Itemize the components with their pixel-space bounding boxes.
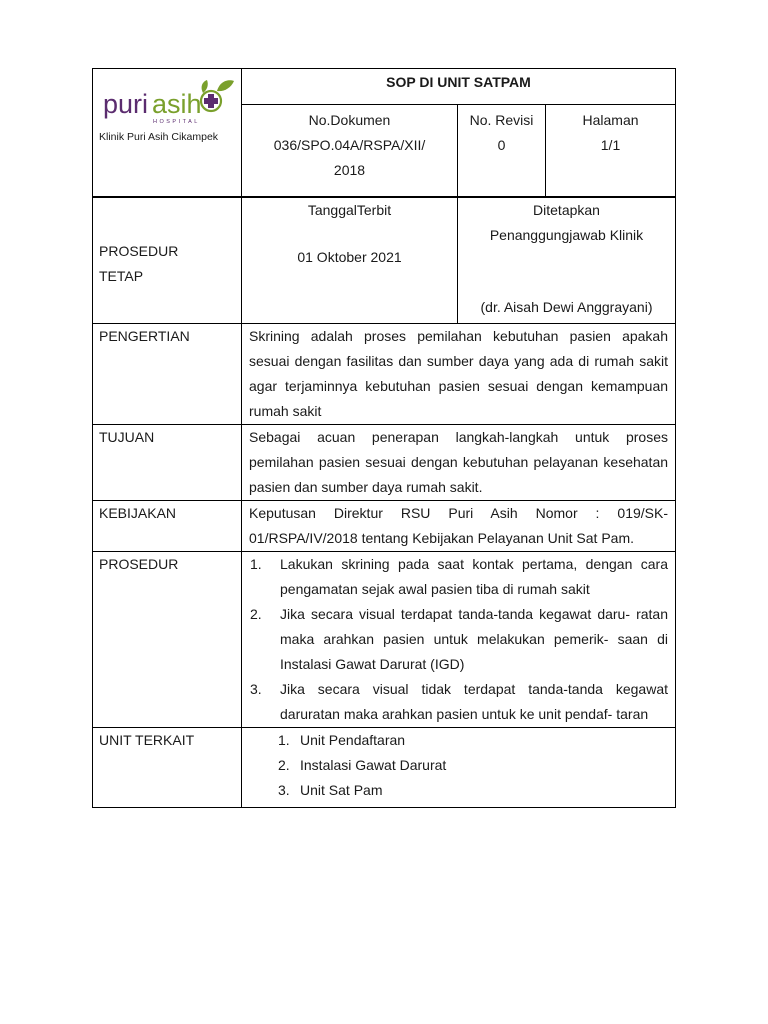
tujuan-label: TUJUAN bbox=[93, 425, 242, 501]
text-line: ratan maka arahkan pasien untuk melakukan pemerik- bbox=[280, 606, 668, 647]
puri-asih-logo-icon bbox=[103, 79, 235, 125]
document-number-value-line2: 2018 bbox=[333, 162, 366, 178]
step-number: 2. bbox=[250, 606, 262, 622]
approval-name: (dr. Aisah Dewi Anggrayani) bbox=[480, 299, 653, 315]
unit-number: 2. bbox=[278, 757, 290, 773]
text-line: Jika secara visual terdapat tanda-tanda kegawat daru- bbox=[280, 606, 631, 622]
unit-item bbox=[242, 753, 675, 778]
unit-number: 1. bbox=[278, 732, 290, 748]
kebijakan-label: KEBIJAKAN bbox=[93, 501, 242, 552]
text-line: 019/SK-01/RSPA/IV/2018 tentang Kebijakan Pelayanan Unit bbox=[249, 505, 668, 546]
prosedur-label: PROSEDUR bbox=[93, 552, 242, 728]
approval-label: Ditetapkan bbox=[533, 202, 600, 218]
logo-asih-text: asih bbox=[152, 89, 202, 119]
text-line: Keputusan Direktur RSU Puri Asih Nomor : bbox=[249, 505, 600, 521]
prosedur-list-cell bbox=[242, 552, 676, 728]
sop-body-table bbox=[92, 197, 676, 808]
text-line: kesehatan pasien dan sumber daya rumah sakit. bbox=[249, 454, 669, 495]
unit-terkait-list bbox=[242, 728, 675, 803]
issue-date-label: TanggalTerbit bbox=[307, 202, 392, 218]
text-line: Skrining adalah proses pemilahan kebutuhan pasien apakah bbox=[249, 328, 668, 344]
text-line: Jika secara visual tidak terdapat tanda-tanda kegawat bbox=[280, 681, 668, 697]
unit-item bbox=[242, 728, 675, 753]
protap-label-line2: TETAP bbox=[99, 268, 144, 284]
clinic-name: Klinik Puri Asih Cikampek bbox=[99, 131, 219, 143]
unit-number: 3. bbox=[278, 782, 290, 798]
page-label: Halaman bbox=[582, 112, 639, 128]
document-number-cell bbox=[242, 105, 458, 197]
page-value: 1/1 bbox=[600, 137, 621, 153]
unit-terkait-cell bbox=[242, 728, 676, 808]
protap-label-line1: PROSEDUR bbox=[99, 243, 179, 259]
revision-value: 0 bbox=[497, 137, 506, 153]
kebijakan-text bbox=[242, 501, 676, 552]
approval-cell bbox=[458, 198, 676, 324]
tujuan-text bbox=[242, 425, 676, 501]
approval-role: Penanggungjawab Klinik bbox=[489, 227, 644, 243]
revision-cell bbox=[458, 105, 546, 197]
unit-name: Instalasi Gawat Darurat bbox=[300, 757, 447, 773]
text-line: sakit agar terjaminnya kebutuhan pasien sesuai dengan bbox=[249, 353, 668, 394]
prosedur-step bbox=[242, 552, 675, 602]
unit-item bbox=[242, 778, 675, 803]
sop-header-table bbox=[92, 68, 676, 197]
document-number-label: No.Dokumen bbox=[308, 112, 391, 128]
prosedur-list bbox=[242, 552, 675, 727]
issue-date-cell bbox=[242, 198, 458, 324]
page-cell bbox=[546, 105, 676, 197]
logo-hospital-text: HOSPITAL bbox=[153, 119, 200, 125]
text-line: kemampuan rumah sakit bbox=[249, 378, 669, 419]
text-line: cara pengamatan sejak awal pasien tiba di rumah sakit bbox=[280, 556, 668, 597]
pengertian-text bbox=[242, 324, 676, 425]
logo-cell bbox=[93, 69, 242, 197]
document-number-value-line1: 036/SPO.04A/RSPA/XII/ bbox=[273, 137, 426, 153]
text-line: saan di Instalasi Gawat Darurat (IGD) bbox=[280, 631, 669, 672]
protap-label-cell bbox=[93, 198, 242, 324]
prosedur-step bbox=[242, 677, 675, 727]
pengertian-label: PENGERTIAN bbox=[93, 324, 242, 425]
text-line: daruratan maka arahkan pasien untuk ke unit pendaf- bbox=[280, 706, 613, 722]
unit-name: Unit Pendaftaran bbox=[300, 732, 406, 748]
unit-terkait-label: UNIT TERKAIT bbox=[93, 728, 242, 808]
unit-name: Unit Sat Pam bbox=[300, 782, 383, 798]
step-number: 1. bbox=[250, 556, 262, 572]
text-line: taran bbox=[616, 706, 649, 722]
text-line: Sat Pam. bbox=[576, 530, 635, 546]
text-line: Lakukan skrining pada saat kontak pertama, dengan bbox=[280, 556, 633, 572]
text-line: pemilahan pasien sesuai dengan kebutuhan pelayanan bbox=[249, 454, 599, 470]
step-number: 3. bbox=[250, 681, 262, 697]
sop-title: SOP DI UNIT SATPAM bbox=[242, 69, 676, 105]
text-line: Sebagai acuan penerapan langkah-langkah untuk proses bbox=[249, 429, 668, 445]
text-line: sesuai dengan fasilitas dan sumber daya yang ada di rumah bbox=[249, 353, 635, 369]
revision-label: No. Revisi bbox=[469, 112, 534, 128]
logo-puri-text: puri bbox=[103, 89, 149, 119]
prosedur-step bbox=[242, 602, 675, 677]
issue-date-value: 01 Oktober 2021 bbox=[297, 249, 402, 265]
